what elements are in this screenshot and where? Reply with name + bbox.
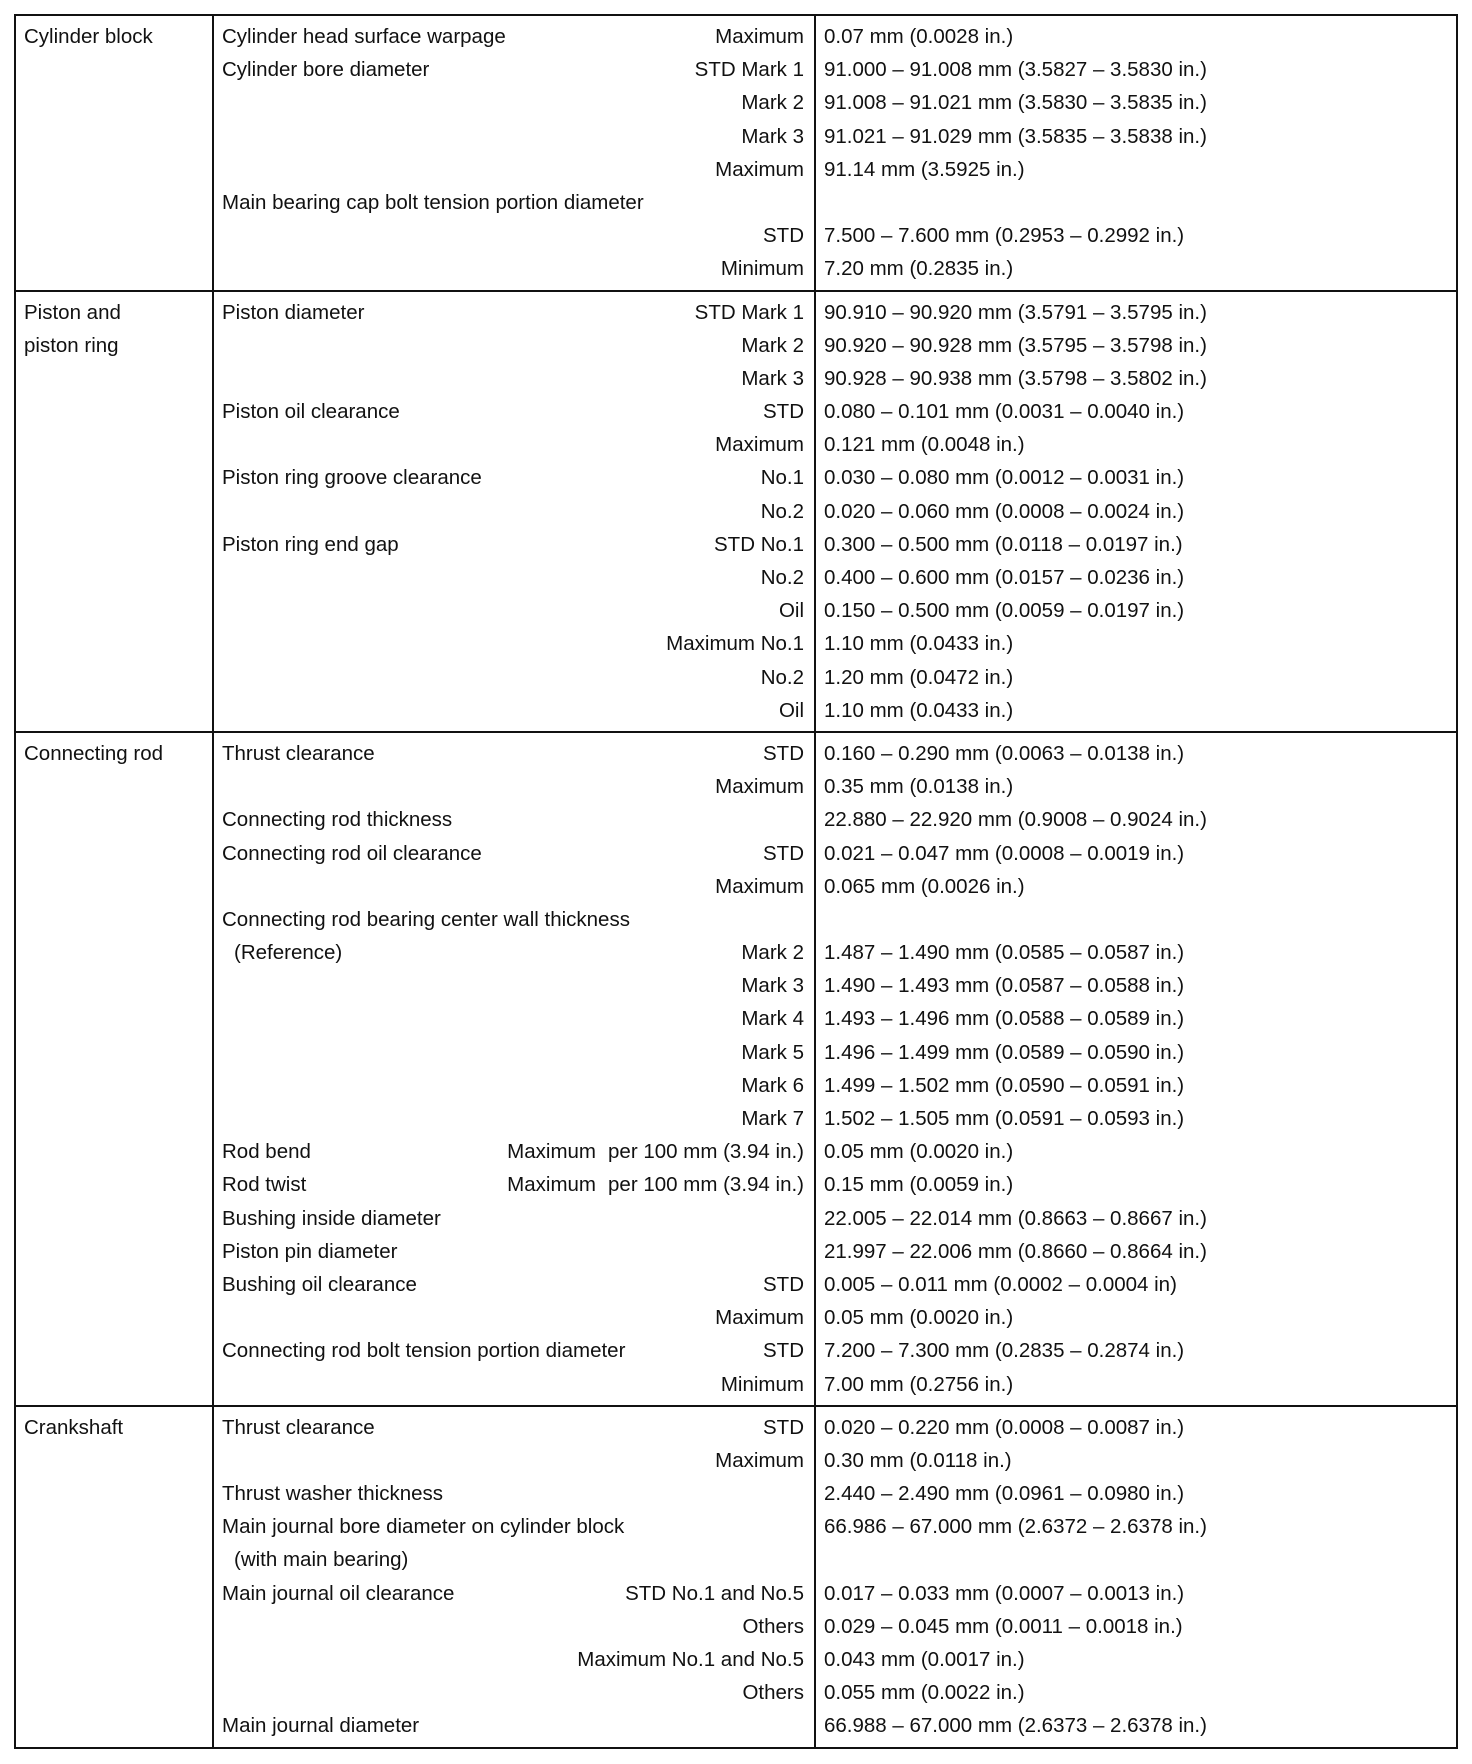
value-row xyxy=(816,1069,1456,1102)
item-condition: STD Mark 1 xyxy=(694,58,804,82)
item-label xyxy=(214,1368,721,1401)
spec-row xyxy=(214,627,814,660)
value-row xyxy=(816,594,1456,627)
item-condition xyxy=(804,1235,814,1268)
spec-row xyxy=(214,1368,814,1401)
item-label xyxy=(214,1676,742,1709)
item-column xyxy=(213,732,815,1406)
spec-value: 0.043 mm (0.0017 in.) xyxy=(824,1648,1025,1671)
item-label xyxy=(214,661,761,694)
spec-row xyxy=(214,1168,814,1201)
item-condition: Maximum xyxy=(715,433,804,457)
value-row xyxy=(816,1036,1456,1069)
item-column xyxy=(213,1406,815,1748)
value-row xyxy=(816,627,1456,660)
item-condition: Mark 3 xyxy=(741,124,804,148)
spacer xyxy=(214,286,814,290)
item-label xyxy=(214,219,763,252)
item-condition: Minimum xyxy=(720,1372,804,1396)
item-label xyxy=(214,1643,577,1676)
spec-row xyxy=(214,1334,814,1367)
item-condition: Maximum xyxy=(715,775,804,799)
spec-value: 90.910 – 90.920 mm (3.5791 – 3.5795 in.) xyxy=(824,300,1207,324)
value-row xyxy=(816,86,1456,119)
item-column xyxy=(213,291,815,732)
value-row xyxy=(816,936,1456,969)
item-condition: Maximum xyxy=(715,157,804,181)
spec-row xyxy=(214,395,814,428)
category-label: Piston and xyxy=(24,300,121,324)
value-row xyxy=(816,837,1456,870)
spec-value: 90.928 – 90.938 mm (3.5798 – 3.5802 in.) xyxy=(824,366,1207,390)
category-label: Crankshaft xyxy=(24,1415,124,1439)
value-row xyxy=(816,1477,1456,1510)
value-row xyxy=(816,1235,1456,1268)
spec-row xyxy=(214,1577,814,1610)
item-condition xyxy=(804,186,814,219)
spec-row xyxy=(214,1610,814,1643)
value-row xyxy=(816,661,1456,694)
spec-row xyxy=(214,120,814,153)
item-label xyxy=(214,1036,741,1069)
item-label: Bushing inside diameter xyxy=(222,1206,441,1230)
value-row xyxy=(816,428,1456,461)
item-condition: Maximum xyxy=(715,1448,804,1472)
value-row xyxy=(816,1334,1456,1367)
spec-value: 91.021 – 91.029 mm (3.5835 – 3.5838 in.) xyxy=(824,124,1207,148)
item-label: Main journal oil clearance xyxy=(222,1581,455,1605)
spec-row xyxy=(214,1643,814,1676)
spec-value: 0.300 – 0.500 mm (0.0118 – 0.0197 in.) xyxy=(824,532,1183,556)
item-label xyxy=(214,1301,715,1334)
item-condition: Minimum xyxy=(720,257,804,281)
item-condition xyxy=(804,1477,814,1510)
spec-value: 91.008 – 91.021 mm (3.5830 – 3.5835 in.) xyxy=(824,91,1207,115)
spec-row xyxy=(214,362,814,395)
item-condition: Mark 2 xyxy=(741,941,804,965)
item-condition: No.2 xyxy=(760,665,804,689)
value-row xyxy=(816,528,1456,561)
spec-row xyxy=(214,737,814,770)
item-condition xyxy=(804,1202,814,1235)
spec-row xyxy=(214,837,814,870)
item-label xyxy=(214,428,715,461)
item-condition xyxy=(804,1709,814,1742)
spec-row xyxy=(214,594,814,627)
category-label: Cylinder block xyxy=(24,25,153,48)
value-row xyxy=(816,903,1456,936)
spacer xyxy=(214,1401,814,1405)
item-label xyxy=(214,329,741,362)
value-row xyxy=(816,870,1456,903)
spec-row xyxy=(214,252,814,285)
item-condition: STD xyxy=(763,224,804,248)
spec-row xyxy=(214,153,814,186)
spec-value: 90.920 – 90.928 mm (3.5795 – 3.5798 in.) xyxy=(824,333,1207,357)
spec-row xyxy=(214,1444,814,1477)
spec-value: 91.14 mm (3.5925 in.) xyxy=(824,157,1025,181)
item-label: Main journal bore diameter on cylinder block xyxy=(222,1515,625,1539)
spec-row xyxy=(214,694,814,727)
spec-row xyxy=(214,528,814,561)
value-row xyxy=(816,120,1456,153)
spec-value: 1.10 mm (0.0433 in.) xyxy=(824,632,1014,656)
item-condition: Mark 7 xyxy=(741,1107,804,1130)
spec-row xyxy=(214,329,814,362)
spec-row xyxy=(214,53,814,86)
spec-value: 1.493 – 1.496 mm (0.0588 – 0.0589 in.) xyxy=(824,1007,1185,1031)
item-label: Piston oil clearance xyxy=(222,400,400,424)
spec-row xyxy=(214,1510,814,1543)
item-condition: Maximum xyxy=(715,25,804,48)
item-label: Piston pin diameter xyxy=(222,1239,398,1263)
item-condition: STD xyxy=(763,1415,804,1439)
spec-value: 0.05 mm (0.0020 in.) xyxy=(824,1306,1014,1330)
spacer xyxy=(816,286,1456,290)
spec-value: 0.017 – 0.033 mm (0.0007 – 0.0013 in.) xyxy=(824,1581,1185,1605)
value-row xyxy=(816,1135,1456,1168)
item-condition: per 100 mm (3.94 in.) xyxy=(608,1173,804,1197)
spec-value: 0.15 mm (0.0059 in.) xyxy=(824,1173,1014,1197)
spec-value: 1.487 – 1.490 mm (0.0585 – 0.0587 in.) xyxy=(824,941,1185,965)
spec-row xyxy=(214,20,814,53)
spec-value: 0.30 mm (0.0118 in.) xyxy=(824,1448,1012,1472)
item-label xyxy=(214,120,741,153)
spec-value: 66.986 – 67.000 mm (2.6372 – 2.6378 in.) xyxy=(824,1515,1207,1539)
item-label xyxy=(214,1069,741,1102)
item-condition: Mark 3 xyxy=(741,366,804,390)
item-label xyxy=(214,495,761,528)
value-row xyxy=(816,1610,1456,1643)
spec-value: 7.00 mm (0.2756 in.) xyxy=(824,1372,1014,1396)
spec-value xyxy=(816,186,1456,219)
value-row xyxy=(816,153,1456,186)
spec-row xyxy=(214,1477,814,1510)
item-label xyxy=(214,153,715,186)
spacer xyxy=(214,727,814,731)
value-row xyxy=(816,329,1456,362)
value-column xyxy=(815,1406,1457,1748)
item-condition: Maximum No.1 xyxy=(666,632,804,656)
item-condition: STD No.1 and No.5 xyxy=(625,1581,804,1605)
value-column xyxy=(815,732,1457,1406)
item-label: Connecting rod bolt tension portion diameter xyxy=(222,1339,626,1363)
spec-row xyxy=(214,1036,814,1069)
item-label: Connecting rod bearing center wall thickness xyxy=(222,907,630,931)
spec-value: 7.200 – 7.300 mm (0.2835 – 0.2874 in.) xyxy=(824,1339,1185,1363)
item-label xyxy=(214,1610,742,1643)
value-row xyxy=(816,252,1456,285)
item-condition: Mark 5 xyxy=(741,1040,804,1064)
item-label: Piston ring end gap xyxy=(222,532,399,556)
spec-section xyxy=(15,15,1457,291)
spec-row xyxy=(214,428,814,461)
spec-value: 91.000 – 91.008 mm (3.5827 – 3.5830 in.) xyxy=(824,58,1207,82)
item-condition: Mark 2 xyxy=(741,333,804,357)
category-cell xyxy=(15,15,213,291)
spec-row xyxy=(214,936,814,969)
item-condition: STD xyxy=(763,841,804,865)
spec-value: 22.005 – 22.014 mm (0.8663 – 0.8667 in.) xyxy=(824,1206,1207,1230)
spec-row xyxy=(214,770,814,803)
item-label: Thrust washer thickness xyxy=(222,1482,444,1506)
spec-row xyxy=(214,969,814,1002)
spec-value: 1.10 mm (0.0433 in.) xyxy=(824,698,1014,722)
category-cell xyxy=(15,291,213,732)
item-condition: per 100 mm (3.94 in.) xyxy=(608,1140,804,1164)
spec-value: 0.065 mm (0.0026 in.) xyxy=(824,874,1025,898)
spec-row xyxy=(214,461,814,494)
item-label: Main journal diameter xyxy=(222,1714,420,1738)
spec-value: 0.05 mm (0.0020 in.) xyxy=(824,1140,1014,1164)
item-condition: Mark 3 xyxy=(741,974,804,998)
spec-value: 0.121 mm (0.0048 in.) xyxy=(824,433,1025,457)
spacer xyxy=(816,1743,1456,1747)
item-label: Rod twist xyxy=(222,1173,307,1197)
item-condition: Mark 6 xyxy=(741,1073,804,1097)
item-condition: STD xyxy=(763,741,804,765)
spec-value: 7.20 mm (0.2835 in.) xyxy=(824,257,1014,281)
item-condition: Mark 4 xyxy=(741,1007,804,1031)
item-label xyxy=(214,1002,741,1035)
item-condition: Maximum xyxy=(715,874,804,898)
spec-value: 0.07 mm (0.0028 in.) xyxy=(824,25,1014,48)
value-row xyxy=(816,296,1456,329)
value-row xyxy=(816,362,1456,395)
item-condition: Others xyxy=(742,1681,804,1705)
spec-value: 0.080 – 0.101 mm (0.0031 – 0.0040 in.) xyxy=(824,400,1185,424)
item-condition xyxy=(804,1510,814,1543)
spec-row xyxy=(214,661,814,694)
spec-row xyxy=(214,803,814,836)
spec-row xyxy=(214,1069,814,1102)
spec-value: 1.20 mm (0.0472 in.) xyxy=(824,665,1014,689)
spacer xyxy=(214,1743,814,1747)
value-row xyxy=(816,1102,1456,1135)
item-label xyxy=(214,694,779,727)
spec-value: 0.030 – 0.080 mm (0.0012 – 0.0031 in.) xyxy=(824,466,1185,490)
value-row xyxy=(816,1543,1456,1576)
spec-value: 2.440 – 2.490 mm (0.0961 – 0.0980 in.) xyxy=(824,1482,1185,1506)
spec-value: 0.160 – 0.290 mm (0.0063 – 0.0138 in.) xyxy=(824,741,1185,765)
spec-value: 0.021 – 0.047 mm (0.0008 – 0.0019 in.) xyxy=(824,841,1185,865)
category-label: Connecting rod xyxy=(24,741,164,765)
item-label xyxy=(214,1444,715,1477)
spec-row xyxy=(214,296,814,329)
item-label: Cylinder bore diameter xyxy=(222,58,430,82)
spec-value: 0.020 – 0.060 mm (0.0008 – 0.0024 in.) xyxy=(824,499,1185,523)
value-row xyxy=(816,1444,1456,1477)
item-label xyxy=(214,969,741,1002)
spec-row xyxy=(214,870,814,903)
item-label: Cylinder head surface warpage xyxy=(222,25,506,48)
item-label xyxy=(214,1102,741,1135)
spec-row xyxy=(214,219,814,252)
item-condition: Maximum No.1 and No.5 xyxy=(577,1648,804,1671)
spec-row xyxy=(214,495,814,528)
item-condition: STD Mark 1 xyxy=(694,300,804,324)
spec-table xyxy=(14,14,1458,1749)
spec-row xyxy=(214,186,814,219)
value-row xyxy=(816,1676,1456,1709)
spec-value: 0.020 – 0.220 mm (0.0008 – 0.0087 in.) xyxy=(824,1415,1185,1439)
item-label: Piston ring groove clearance xyxy=(222,466,482,490)
spec-value: 22.880 – 22.920 mm (0.9008 – 0.9024 in.) xyxy=(824,808,1207,832)
item-condition: Maximum xyxy=(715,1306,804,1330)
value-row xyxy=(816,803,1456,836)
spec-row xyxy=(214,1202,814,1235)
item-condition: STD xyxy=(763,400,804,424)
item-condition: STD xyxy=(763,1272,804,1296)
spec-value: 7.500 – 7.600 mm (0.2953 – 0.2992 in.) xyxy=(824,224,1185,248)
spec-value xyxy=(816,1543,1456,1576)
spec-value: 66.988 – 67.000 mm (2.6373 – 2.6378 in.) xyxy=(824,1714,1207,1738)
item-label: Thrust clearance xyxy=(222,1415,375,1439)
value-row xyxy=(816,395,1456,428)
spec-row xyxy=(214,1102,814,1135)
item-label xyxy=(214,770,715,803)
item-qualifier: Maximum xyxy=(507,1173,597,1197)
spacer xyxy=(816,727,1456,731)
item-label xyxy=(214,561,761,594)
value-row xyxy=(816,1202,1456,1235)
spec-value: 0.150 – 0.500 mm (0.0059 – 0.0197 in.) xyxy=(824,599,1185,623)
item-label xyxy=(214,594,779,627)
category-label: piston ring xyxy=(24,333,119,357)
spec-value: 1.499 – 1.502 mm (0.0590 – 0.0591 in.) xyxy=(824,1073,1185,1097)
value-row xyxy=(816,1411,1456,1444)
item-label: (with main bearing) xyxy=(234,1548,409,1572)
value-row xyxy=(816,461,1456,494)
spec-value: 0.35 mm (0.0138 in.) xyxy=(824,775,1014,799)
item-condition xyxy=(804,803,814,836)
spec-row xyxy=(214,86,814,119)
spec-value: 0.055 mm (0.0022 in.) xyxy=(824,1681,1025,1705)
item-label: Thrust clearance xyxy=(222,741,375,765)
item-condition: Oil xyxy=(778,698,804,722)
spec-value: 1.496 – 1.499 mm (0.0589 – 0.0590 in.) xyxy=(824,1040,1185,1064)
value-row xyxy=(816,1168,1456,1201)
item-label: (Reference) xyxy=(234,941,343,965)
value-row xyxy=(816,694,1456,727)
value-row xyxy=(816,1709,1456,1742)
item-condition: No.2 xyxy=(760,499,804,523)
item-label xyxy=(214,870,715,903)
item-label: Piston diameter xyxy=(222,300,365,324)
item-condition: No.2 xyxy=(760,566,804,589)
item-condition: Mark 2 xyxy=(741,91,804,115)
item-qualifier: Maximum xyxy=(507,1140,597,1164)
spec-value: 0.005 – 0.011 mm (0.0002 – 0.0004 in) xyxy=(824,1272,1177,1296)
spec-row xyxy=(214,903,814,936)
spec-row xyxy=(214,561,814,594)
spec-value: 0.029 – 0.045 mm (0.0011 – 0.0018 in.) xyxy=(824,1614,1183,1638)
value-row xyxy=(816,1268,1456,1301)
spec-row xyxy=(214,1135,814,1168)
value-column xyxy=(815,15,1457,291)
value-row xyxy=(816,495,1456,528)
value-row xyxy=(816,1510,1456,1543)
value-row xyxy=(816,1301,1456,1334)
spec-row xyxy=(214,1676,814,1709)
spec-value: 1.490 – 1.493 mm (0.0587 – 0.0588 in.) xyxy=(824,974,1185,998)
spec-row xyxy=(214,1709,814,1742)
item-label xyxy=(214,252,721,285)
spec-section xyxy=(15,291,1457,732)
category-cell xyxy=(15,732,213,1406)
spec-value: 1.502 – 1.505 mm (0.0591 – 0.0593 in.) xyxy=(824,1107,1185,1130)
item-label: Main bearing cap bolt tension portion diameter xyxy=(222,190,644,214)
value-row xyxy=(816,20,1456,53)
value-row xyxy=(816,1577,1456,1610)
item-condition: STD xyxy=(763,1339,804,1363)
item-column xyxy=(213,15,815,291)
item-condition: Oil xyxy=(778,599,804,623)
spec-section xyxy=(15,1406,1457,1748)
spec-row xyxy=(214,1002,814,1035)
value-row xyxy=(816,186,1456,219)
item-condition: STD No.1 xyxy=(714,532,804,556)
value-row xyxy=(816,561,1456,594)
spec-value xyxy=(816,903,1456,936)
value-row xyxy=(816,737,1456,770)
value-row xyxy=(816,1002,1456,1035)
item-label xyxy=(214,627,666,660)
item-label xyxy=(214,362,741,395)
item-condition: Others xyxy=(742,1614,804,1638)
value-row xyxy=(816,770,1456,803)
value-row xyxy=(816,1368,1456,1401)
value-row xyxy=(816,53,1456,86)
spec-row xyxy=(214,1411,814,1444)
item-condition xyxy=(804,1543,814,1576)
spec-section xyxy=(15,732,1457,1406)
value-row xyxy=(816,219,1456,252)
item-label: Bushing oil clearance xyxy=(222,1272,417,1296)
item-label xyxy=(214,86,741,119)
value-row xyxy=(816,969,1456,1002)
item-condition: No.1 xyxy=(760,466,804,490)
item-label: Connecting rod thickness xyxy=(222,808,453,832)
spec-row xyxy=(214,1543,814,1576)
value-row xyxy=(816,1643,1456,1676)
spec-row xyxy=(214,1235,814,1268)
spacer xyxy=(816,1401,1456,1405)
spec-value: 0.400 – 0.600 mm (0.0157 – 0.0236 in.) xyxy=(824,566,1185,589)
value-column xyxy=(815,291,1457,732)
item-condition xyxy=(804,903,814,936)
item-label: Connecting rod oil clearance xyxy=(222,841,482,865)
item-label: Rod bend xyxy=(222,1140,311,1164)
category-cell xyxy=(15,1406,213,1748)
spec-value: 21.997 – 22.006 mm (0.8660 – 0.8664 in.) xyxy=(824,1239,1207,1263)
spec-row xyxy=(214,1268,814,1301)
spec-table-body xyxy=(15,15,1457,1748)
spec-row xyxy=(214,1301,814,1334)
